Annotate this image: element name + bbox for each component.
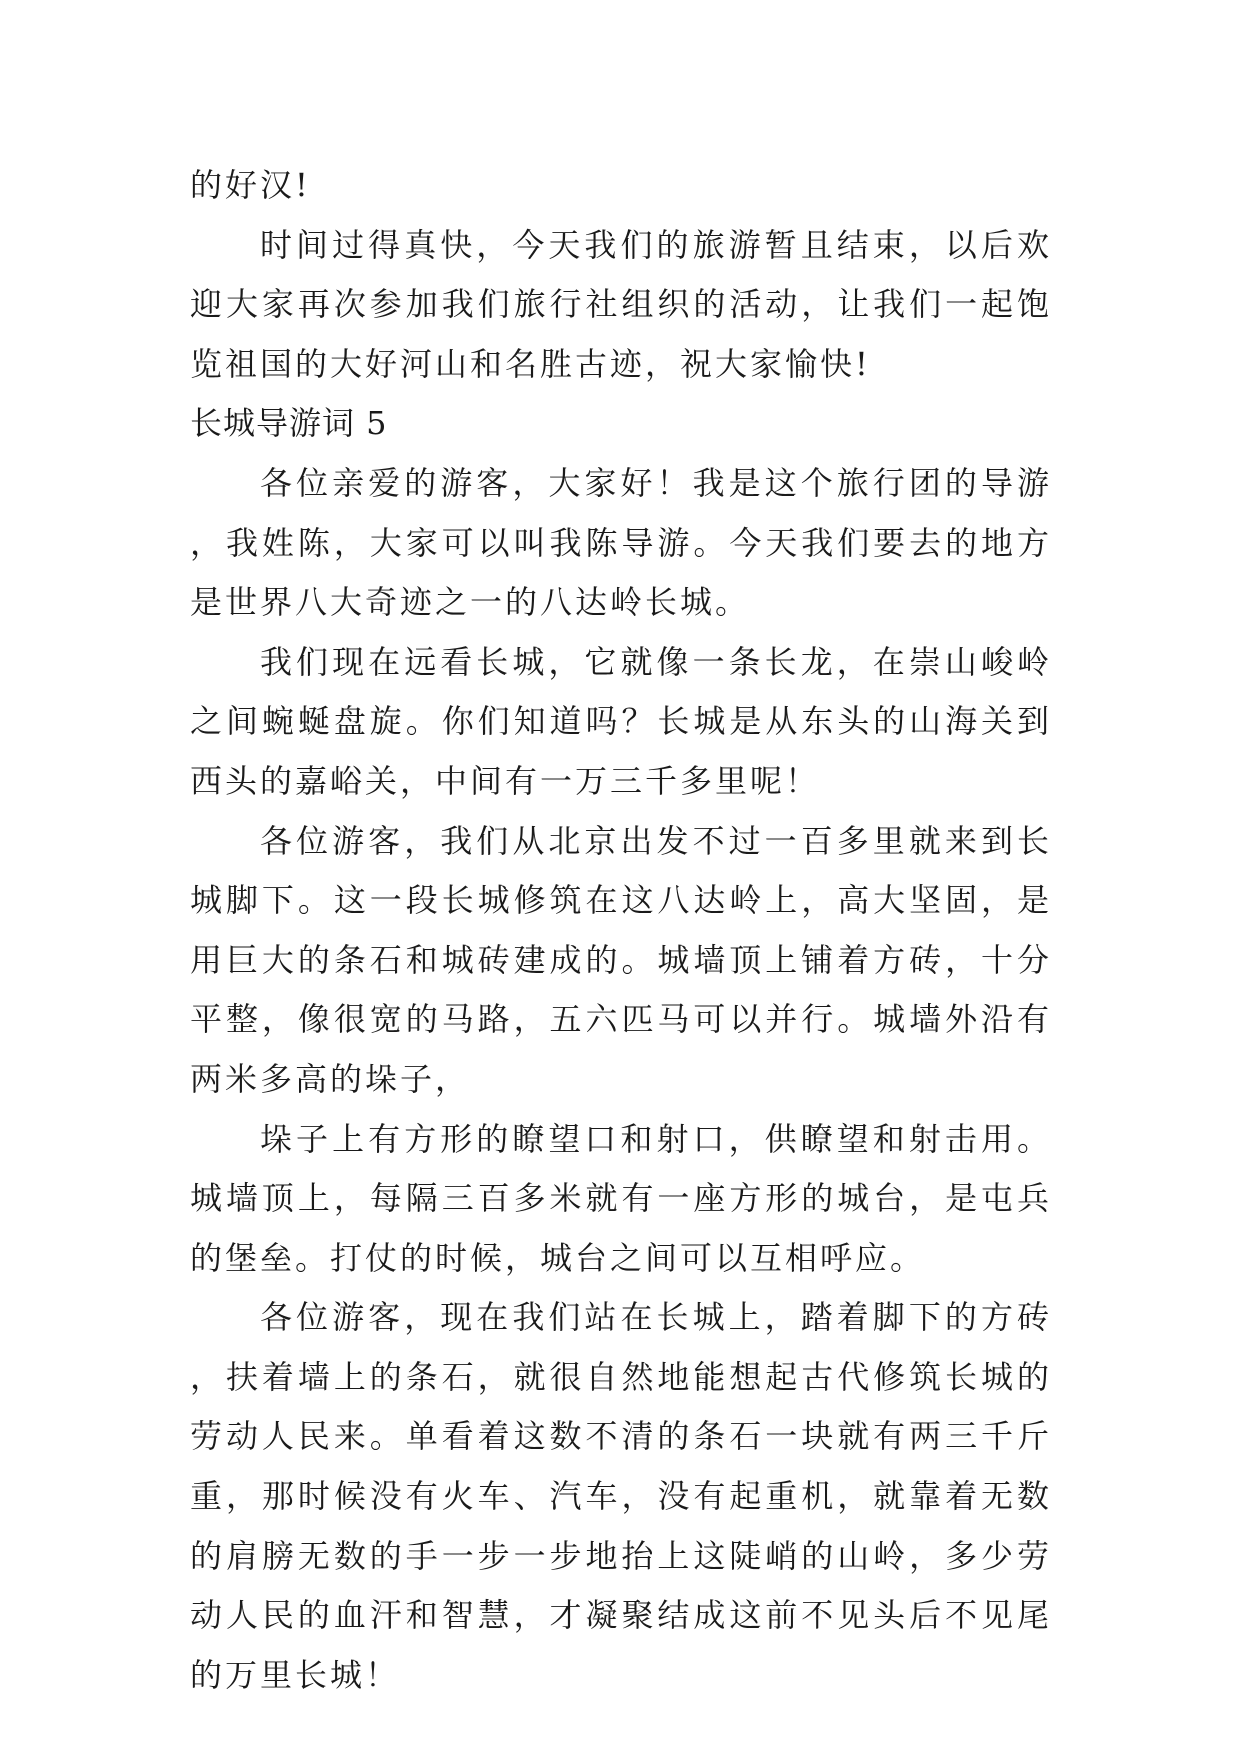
- paragraph-greeting: 各位亲爱的游客，大家好！我是这个旅行团的导游，我姓陈，大家可以叫我陈导游。今天我们要去的地方是世界八大奇迹之一的八达岭长城。: [190, 463, 1052, 622]
- document-body: [190, 156, 1052, 1705]
- paragraph-laborers: 各位游客，现在我们站在长城上，踏着脚下的方砖，扶着墙上的条石，就很自然地能想起古代修筑长城的劳动人民来。单看着这数不清的条石一块就有两三千斤重，那时候没有火车、汽车，没有起重机，就靠着无数的肩膀无数的手一步一步地抬上这陡峭的山岭，多少劳动人民的血汗和智慧，才凝聚结成这前不见头后不见尾的万里长城！: [190, 1298, 1052, 1694]
- section-heading: 长城导游词 5: [190, 404, 388, 443]
- paragraph-farewell: 时间过得真快，今天我们的旅游暂且结束，以后欢迎大家再次参加我们旅行社组织的活动，让我们一起饱览祖国的大好河山和名胜古迹，祝大家愉快!: [190, 225, 1052, 383]
- paragraph-wall-description: 各位游客，我们从北京出发不过一百多里就来到长城脚下。这一段长城修筑在这八达岭上，高大坚固，是用巨大的条石和城砖建成的。城墙顶上铺着方砖，十分平整，像很宽的马路，五六匹马可以并行。城墙外沿有两米多高的垛子，: [190, 821, 1052, 1098]
- paragraph-distant-view: 我们现在远看长城，它就像一条长龙，在崇山峻岭之间蜿蜒盘旋。你们知道吗？长城是从东头的山海关到西头的嘉峪关，中间有一万三千多里呢！: [190, 642, 1052, 800]
- paragraph-continuation: 的好汉!: [190, 166, 311, 204]
- paragraph-watchtowers: 垛子上有方形的瞭望口和射口，供瞭望和射击用。城墙顶上，每隔三百多米就有一座方形的城台，是屯兵的堡垒。打仗的时候，城台之间可以互相呼应。: [190, 1119, 1052, 1277]
